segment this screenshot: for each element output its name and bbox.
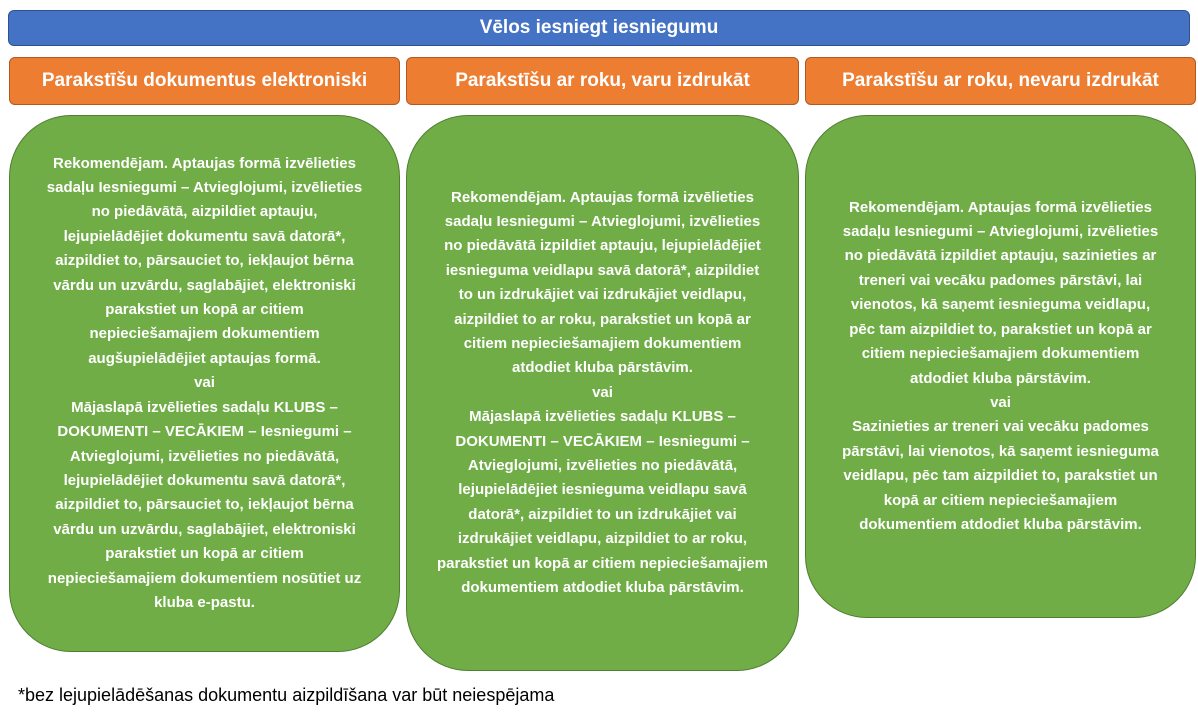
instruction-option-b: Mājaslapā izvēlieties sadaļu KLUBS – DOKUMENTI – VECĀKIEM – Iesniegumi – Atvieglojumi, izvēlieties no piedāvātā, lejupielādējiet dokumentu savā datorā*, aizpildiet to, pārsauciet to, iekļaujot bērna vārdu un uzvārdu, saglabājiet, elektroniski parakstiet un kopā ar citiem nepieciešamajiem dokumentiem nosūtiet uz kluba e-pastu. bbox=[47, 398, 362, 611]
instruction-option-a: Rekomendējam. Aptaujas formā izvēlieties sadaļu Iesniegumi – Atvieglojumi, izvēlieties no piedāvātā izpildiet aptauju, sazinieties ar treneri vai vecāku padomes pārstāvi, lai vienotos, kā saņemt iesnieguma veidlapu, pēc tam aizpildiet to, parakstiet un kopā ar citiem nepieciešamajiem dokumentiem atdodiet kluba pārstāvim. bbox=[842, 198, 1159, 387]
column-header-electronic: Parakstīšu dokumentus elektroniski bbox=[9, 57, 400, 105]
footnote: *bez lejupielādēšanas dokumentu aizpildīšana var būt neiespējama bbox=[18, 685, 555, 705]
column-header-print: Parakstīšu ar roku, varu izdrukāt bbox=[406, 57, 799, 105]
instruction-option-b: Mājaslapā izvēlieties sadaļu KLUBS – DOKUMENTI – VECĀKIEM – Iesniegumi – Atvieglojumi, izvēlieties no piedāvātā, lejupielādējiet iesnieguma veidlapu savā datorā*, aizpildiet to un izdrukājiet vai izdrukājiet veidlapu, aizpildiet to ar roku, parakstiet un kopā ar citiem nepieciešamajiem dokumentiem atdodiet kluba pārstāvim. bbox=[437, 408, 768, 597]
instruction-separator: vai bbox=[990, 393, 1011, 411]
instruction-option-a: Rekomendējam. Aptaujas formā izvēlieties sadaļu Iesniegumi – Atvieglojumi, izvēlieties no piedāvātā, aizpildiet aptauju, lejupielādējiet dokumentu savā datorā*, aizpildiet to, pārsauciet to, iekļaujot bērna vārdu un uzvārdu, saglabājiet, elektroniski parakstiet un kopā ar citiem nepieciešamajiem dokumentiem augšupielādējiet aptaujas formā. bbox=[46, 154, 363, 367]
instruction-option-b: Sazinieties ar treneri vai vecāku padomes pārstāvi, lai vienotos, kā saņemt iesnieguma veidlapu, pēc tam aizpildiet to, parakstiet un kopā ar citiem nepieciešamajiem dokumentiem atdodiet kluba pārstāvim. bbox=[842, 418, 1159, 533]
page-title: Vēlos iesniegt iesniegumu bbox=[8, 10, 1190, 46]
instruction-option-a: Rekomendējam. Aptaujas formā izvēlieties sadaļu Iesniegumi – Atvieglojumi, izvēlieties no piedāvātā izpildiet aptauju, lejupielādējiet iesnieguma veidlapu savā datorā*, aizpildiet to un izdrukājiet vai izdrukājiet veidlapu, aizpildiet to ar roku, parakstiet un kopā ar citiem nepieciešamajiem dokumentiem atdodiet kluba pārstāvim. bbox=[444, 188, 761, 377]
instruction-card-electronic bbox=[9, 115, 400, 652]
instruction-separator: vai bbox=[592, 383, 613, 401]
column-header-no-print: Parakstīšu ar roku, nevaru izdrukāt bbox=[805, 57, 1196, 105]
instruction-card-print bbox=[406, 115, 799, 671]
instruction-separator: vai bbox=[194, 374, 215, 392]
instruction-card-no-print bbox=[805, 115, 1196, 618]
